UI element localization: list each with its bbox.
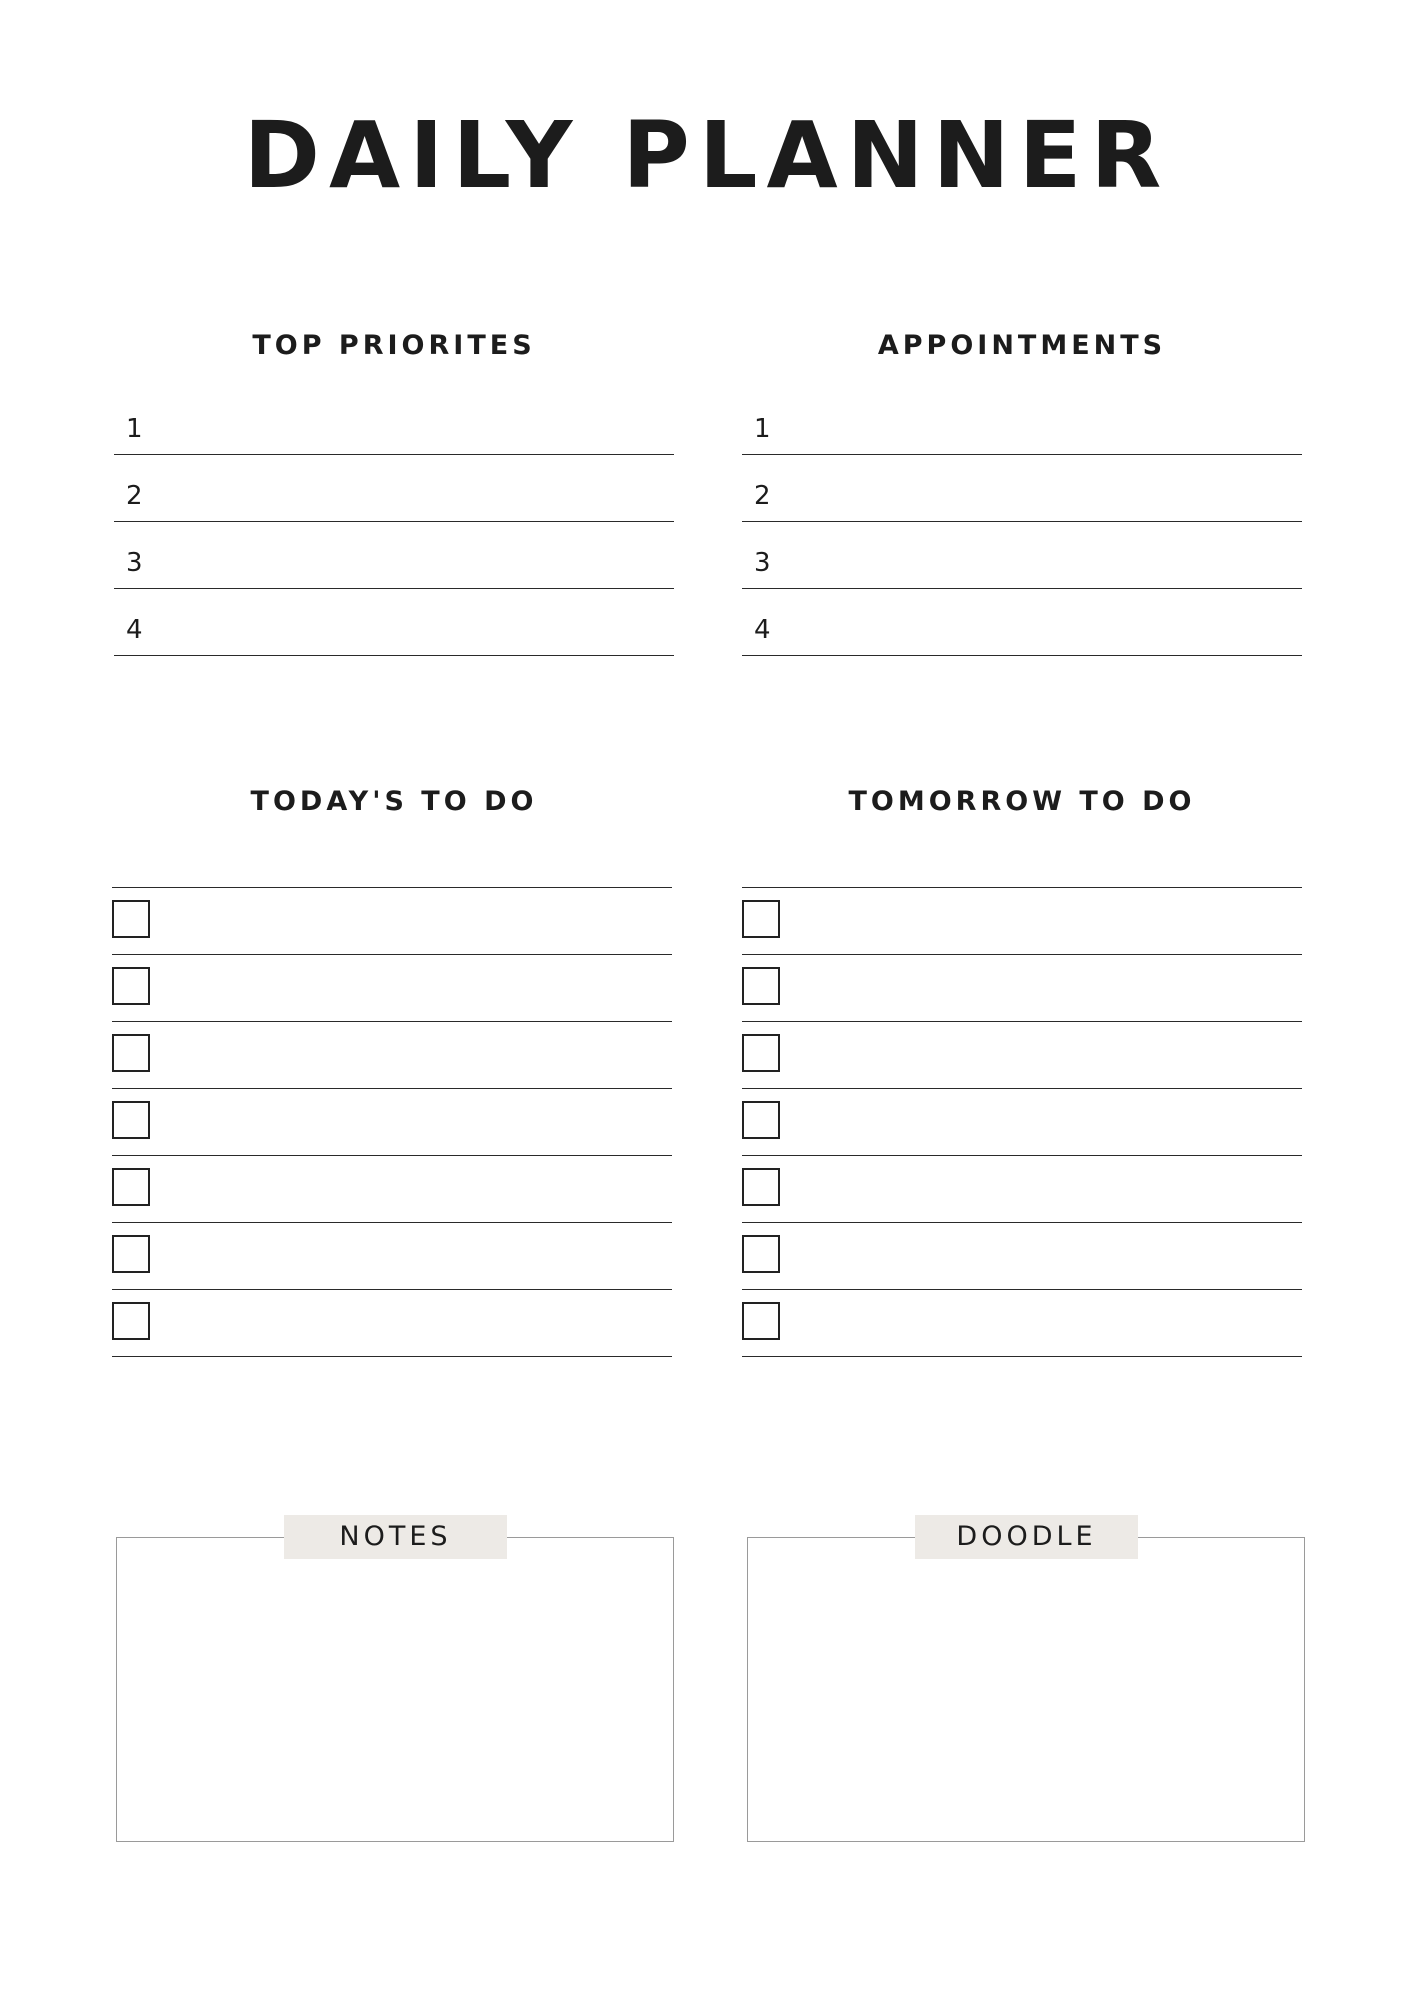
todo-item[interactable] — [742, 1290, 1302, 1357]
appointment-number: 4 — [754, 615, 771, 645]
top-priorities-heading: TOP PRIORITES — [252, 330, 536, 361]
priority-number: 1 — [126, 414, 143, 444]
checkbox[interactable] — [112, 967, 150, 1005]
todo-item[interactable] — [742, 1223, 1302, 1290]
priority-number: 4 — [126, 615, 143, 645]
checkbox[interactable] — [112, 1034, 150, 1072]
checkbox[interactable] — [742, 900, 780, 938]
checkbox[interactable] — [112, 1235, 150, 1273]
checkbox[interactable] — [742, 1101, 780, 1139]
appointment-line-2[interactable] — [742, 455, 1302, 522]
appointment-line-4[interactable] — [742, 589, 1302, 656]
notes-area[interactable] — [116, 1537, 674, 1842]
priority-line-1[interactable] — [114, 400, 674, 455]
doodle-label: DOODLE — [915, 1515, 1138, 1559]
todays-todo-list — [112, 887, 672, 1357]
todays-todo-heading: TODAY'S TO DO — [250, 786, 538, 817]
todo-item[interactable] — [112, 888, 672, 955]
checkbox[interactable] — [112, 1168, 150, 1206]
todo-item[interactable] — [742, 1156, 1302, 1223]
appointment-number: 3 — [754, 548, 771, 578]
appointments-list — [742, 400, 1302, 656]
todo-item[interactable] — [112, 1089, 672, 1156]
appointment-number: 2 — [754, 481, 771, 511]
tomorrow-todo-list — [742, 887, 1302, 1357]
todo-item[interactable] — [742, 955, 1302, 1022]
appointment-line-3[interactable] — [742, 522, 1302, 589]
checkbox[interactable] — [742, 967, 780, 1005]
priority-number: 3 — [126, 548, 143, 578]
todo-item[interactable] — [742, 1089, 1302, 1156]
todo-item[interactable] — [112, 1156, 672, 1223]
checkbox[interactable] — [742, 1034, 780, 1072]
checkbox[interactable] — [112, 900, 150, 938]
appointment-number: 1 — [754, 414, 771, 444]
todo-item[interactable] — [742, 1022, 1302, 1089]
priority-line-4[interactable] — [114, 589, 674, 656]
todo-item[interactable] — [112, 955, 672, 1022]
todo-item[interactable] — [112, 1022, 672, 1089]
checkbox[interactable] — [742, 1302, 780, 1340]
tomorrow-todo-heading: TOMORROW TO DO — [848, 786, 1196, 817]
todo-item[interactable] — [742, 888, 1302, 955]
notes-label: NOTES — [284, 1515, 507, 1559]
todo-item[interactable] — [112, 1290, 672, 1357]
checkbox[interactable] — [112, 1101, 150, 1139]
top-priorities-list — [114, 400, 674, 656]
page-title: DAILY PLANNER — [243, 102, 1171, 209]
checkbox[interactable] — [112, 1302, 150, 1340]
todo-item[interactable] — [112, 1223, 672, 1290]
priority-number: 2 — [126, 481, 143, 511]
appointment-line-1[interactable] — [742, 400, 1302, 455]
doodle-area[interactable] — [747, 1537, 1305, 1842]
checkbox[interactable] — [742, 1235, 780, 1273]
priority-line-3[interactable] — [114, 522, 674, 589]
appointments-heading: APPOINTMENTS — [877, 330, 1167, 361]
checkbox[interactable] — [742, 1168, 780, 1206]
priority-line-2[interactable] — [114, 455, 674, 522]
